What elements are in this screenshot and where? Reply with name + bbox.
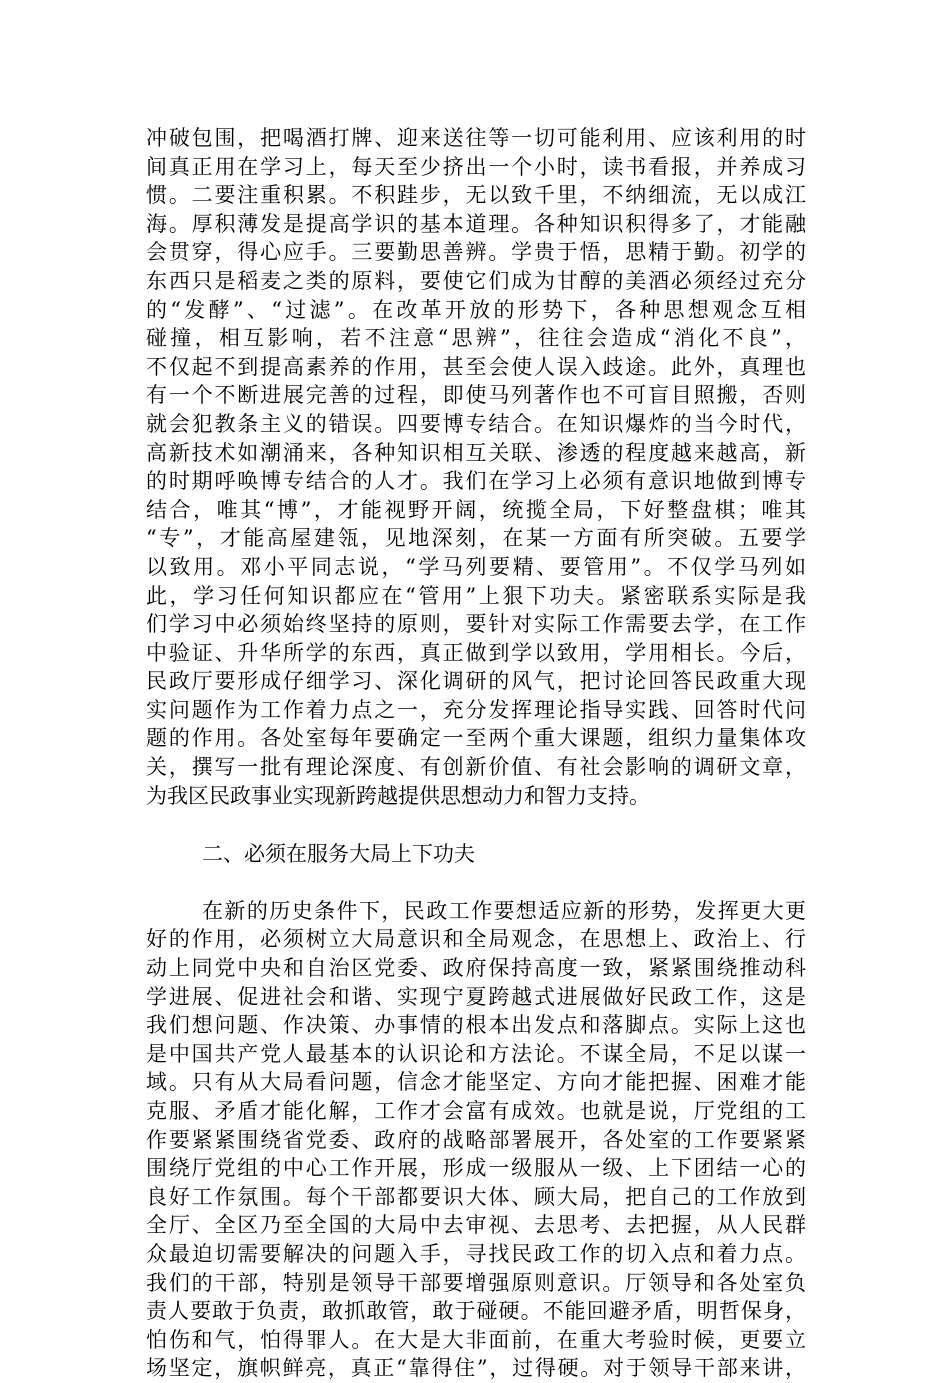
text-line: 动上同党中央和自治区党委、政府保持高度一致，紧紧围绕推动科 [146, 956, 806, 981]
text-line: 是中国共产党人最基本的认识论和方法论。不谋全局，不足以谋一 [146, 1041, 806, 1066]
text-line: 场坚定，旗帜鲜亮，真正“靠得住”，过得硬。对于领导干部来讲， [146, 1356, 806, 1381]
text-line: 好的作用，必须树立大局意识和全局观念，在思想上、政治上、行 [146, 927, 806, 952]
text-line: 不仅起不到提高素养的作用，甚至会使人误入歧途。此外，真理也 [146, 354, 806, 379]
text-line: 关，撰写一批有理论深度、有创新价值、有社会影响的调研文章， [146, 755, 806, 780]
text-line: 责人要敢于负责，敢抓敢管，敢于碰硬。不能回避矛盾，明哲保身， [146, 1299, 806, 1324]
text-line: 会贯穿，得心应手。三要勤思善辨。学贵于悟，思精于勤。初学的 [146, 240, 806, 265]
text-line: 有一个不断进展完善的过程，即使马列著作也不可盲目照搬，否则 [146, 383, 806, 408]
text-line: 的“发酵”、“过滤”。在改革开放的形势下，各种思想观念互相 [146, 297, 806, 322]
text-line: 我们想问题、作决策、办事情的根本出发点和落脚点。实际上这也 [146, 1013, 806, 1038]
text-line: 良好工作氛围。每个干部都要识大体、顾大局，把自己的工作放到 [146, 1184, 806, 1209]
text-line: 克服、矛盾才能化解，工作才会富有成效。也就是说，厅党组的工 [146, 1099, 806, 1123]
text-line: 东西只是稻麦之类的原料，要使它们成为甘醇的美酒必须经过充分 [146, 268, 806, 293]
text-line: 此，学习任何知识都应在“管用”上狠下功夫。紧密联系实际是我 [146, 583, 806, 608]
text-line: 高新技术如潮涌来，各种知识相互关联、渗透的程度越来越高，新 [146, 440, 806, 465]
text-line: 惯。二要注重积累。不积跬步，无以致千里，不纳细流，无以成江 [146, 183, 806, 208]
text-line: 民政厅要形成仔细学习、深化调研的风气，把讨论回答民政重大现 [146, 669, 806, 694]
text-line: 间真正用在学习上，每天至少挤出一个小时，读书看报，并养成习 [146, 154, 806, 179]
text-line: 我们的干部，特别是领导干部要增强原则意识。厅领导和各处室负 [146, 1270, 806, 1295]
text-line: 为我区民政事业实现新跨越提供思想动力和智力支持。 [146, 783, 650, 808]
paragraph-1 [146, 124, 806, 810]
document-page [146, 124, 806, 1383]
text-line: 题的作用。各处室每年要确定一至两个重大课题，组织力量集体攻 [146, 726, 806, 751]
text-line: 在新的历史条件下，民政工作要想适应新的形势，发挥更大更 [202, 898, 806, 923]
section-heading: 二、必须在服务大局上下功夫 [202, 842, 475, 867]
paragraph-2 [146, 897, 806, 1383]
text-line: 中验证、升华所学的东西，真正做到学以致用，学用相长。今后， [146, 640, 806, 665]
text-line: 全厅、全区乃至全国的大局中去审视、去思考、去把握，从人民群 [146, 1213, 806, 1238]
text-line: 碰撞，相互影响，若不注意“思辨”，往往会造成“消化不良”， [146, 326, 806, 351]
text-line: 围绕厅党组的中心工作开展，形成一级服从一级、上下团结一心的 [146, 1156, 806, 1181]
text-line: 作要紧紧围绕省党委、政府的战略部署展开，各处室的工作要紧紧 [146, 1127, 806, 1152]
text-line: 结合，唯其“博”，才能视野开阔，统揽全局，下好整盘棋；唯其 [146, 497, 806, 522]
text-line: 众最迫切需要解决的问题入手，寻找民政工作的切入点和着力点。 [146, 1241, 806, 1266]
text-line: 海。厚积薄发是提高学识的基本道理。各种知识积得多了，才能融 [146, 211, 806, 236]
text-line: “专”，才能高屋建瓴，见地深刻，在某一方面有所突破。五要学 [146, 526, 806, 551]
text-line: 就会犯教条主义的错误。四要博专结合。在知识爆炸的当今时代， [146, 411, 806, 436]
text-line: 学进展、促进社会和谐、实现宁夏跨越式进展做好民政工作，这是 [146, 984, 806, 1009]
text-line: 域。只有从大局看问题，信念才能坚定、方向才能把握、困难才能 [146, 1070, 806, 1095]
text-line: 实问题作为工作着力点之一，充分发挥理论指导实践、回答时代问 [146, 697, 806, 722]
text-line: 们学习中必须始终坚持的原则，要针对实际工作需要去学，在工作 [146, 612, 806, 637]
text-line: 冲破包围，把喝酒打牌、迎来送往等一切可能利用、应该利用的时 [146, 126, 806, 150]
text-line: 怕伤和气，怕得罪人。在大是大非面前，在重大考验时候，更要立 [146, 1327, 806, 1352]
text-line: 的时期呼唤博专结合的人才。我们在学习上必须有意识地做到博专 [146, 469, 806, 494]
text-line: 以致用。邓小平同志说，“学马列要精、要管用”。不仅学马列如 [146, 554, 806, 579]
